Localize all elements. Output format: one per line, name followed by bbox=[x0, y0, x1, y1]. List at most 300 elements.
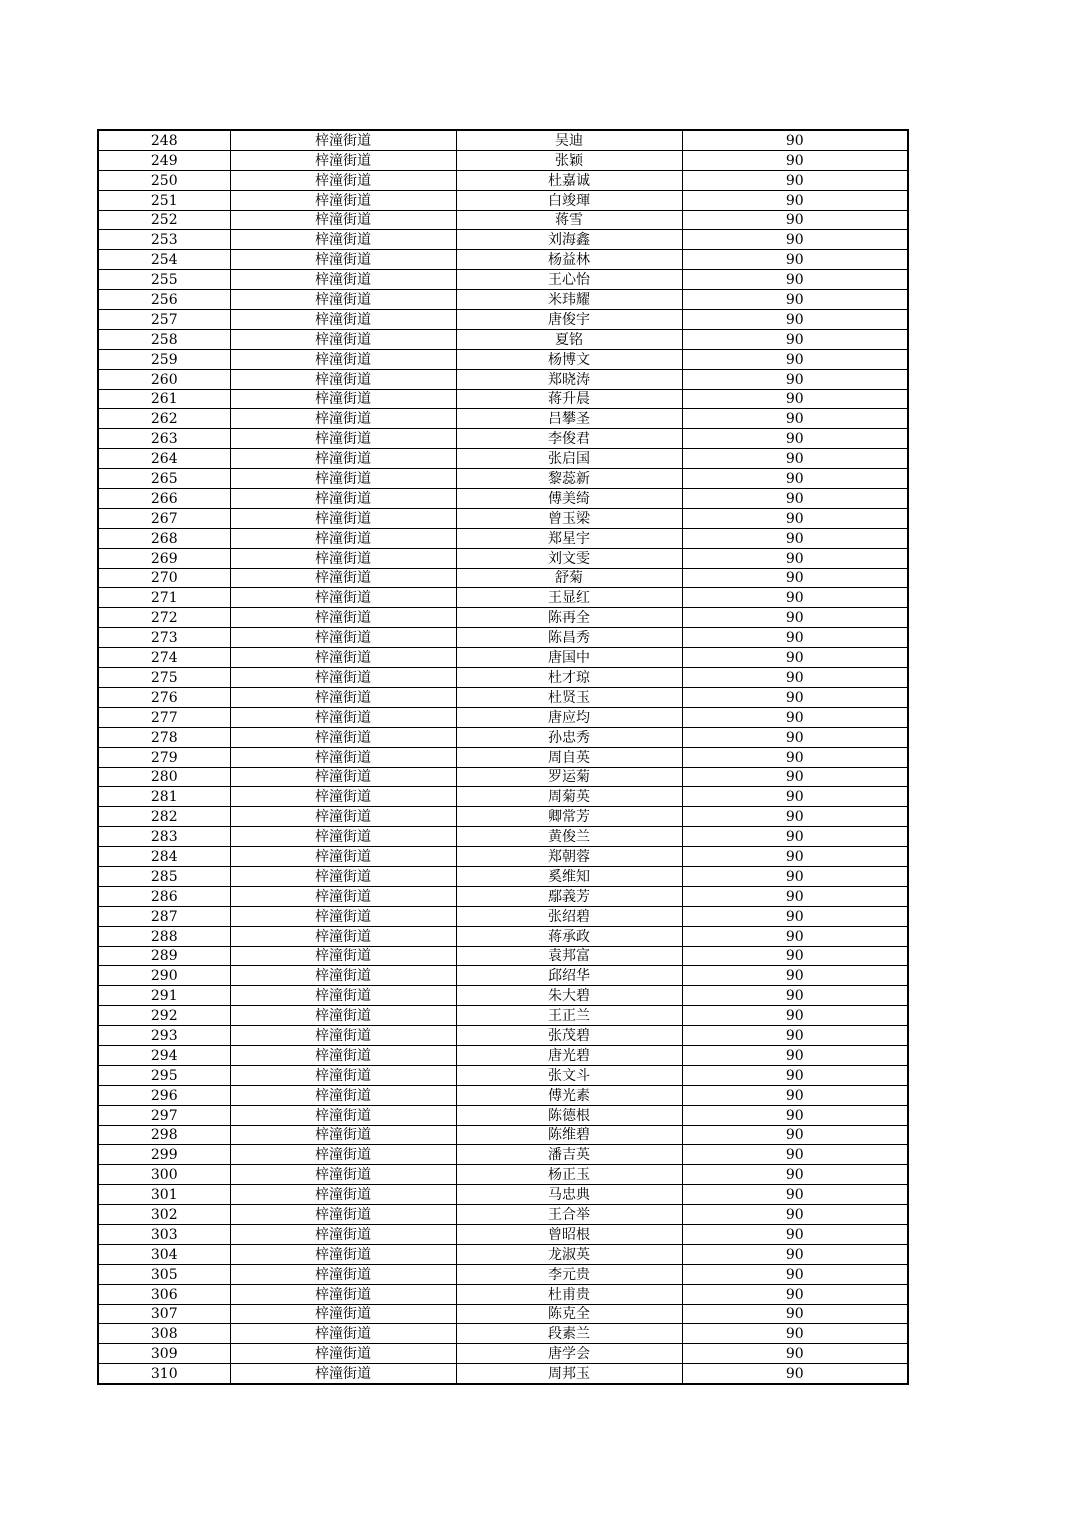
score-cell: 90 bbox=[682, 1244, 908, 1264]
serial-number-cell: 287 bbox=[98, 906, 230, 926]
score-cell: 90 bbox=[682, 1145, 908, 1165]
serial-number-cell: 267 bbox=[98, 508, 230, 528]
street-cell: 梓潼街道 bbox=[230, 210, 456, 230]
score-cell: 90 bbox=[682, 1065, 908, 1085]
street-cell: 梓潼街道 bbox=[230, 1045, 456, 1065]
name-cell: 舒菊 bbox=[456, 568, 682, 588]
street-cell: 梓潼街道 bbox=[230, 886, 456, 906]
score-cell: 90 bbox=[682, 508, 908, 528]
score-cell: 90 bbox=[682, 230, 908, 250]
table-row bbox=[98, 946, 908, 966]
street-cell: 梓潼街道 bbox=[230, 469, 456, 489]
name-cell: 奚维知 bbox=[456, 866, 682, 886]
serial-number-cell: 297 bbox=[98, 1105, 230, 1125]
score-cell: 90 bbox=[682, 866, 908, 886]
serial-number-cell: 290 bbox=[98, 966, 230, 986]
name-cell: 潘吉英 bbox=[456, 1145, 682, 1165]
name-cell: 杜嘉诚 bbox=[456, 170, 682, 190]
serial-number-cell: 254 bbox=[98, 250, 230, 270]
score-cell: 90 bbox=[682, 369, 908, 389]
score-cell: 90 bbox=[682, 886, 908, 906]
serial-number-cell: 307 bbox=[98, 1304, 230, 1324]
street-cell: 梓潼街道 bbox=[230, 1304, 456, 1324]
street-cell: 梓潼街道 bbox=[230, 389, 456, 409]
street-cell: 梓潼街道 bbox=[230, 250, 456, 270]
table-row bbox=[98, 1125, 908, 1145]
score-cell: 90 bbox=[682, 329, 908, 349]
score-cell: 90 bbox=[682, 1185, 908, 1205]
street-cell: 梓潼街道 bbox=[230, 707, 456, 727]
street-cell: 梓潼街道 bbox=[230, 1105, 456, 1125]
name-cell: 唐应均 bbox=[456, 707, 682, 727]
serial-number-cell: 299 bbox=[98, 1145, 230, 1165]
table-row bbox=[98, 1185, 908, 1205]
table-row bbox=[98, 628, 908, 648]
score-cell: 90 bbox=[682, 787, 908, 807]
score-cell: 90 bbox=[682, 767, 908, 787]
score-cell: 90 bbox=[682, 190, 908, 210]
serial-number-cell: 288 bbox=[98, 926, 230, 946]
table-row bbox=[98, 548, 908, 568]
score-cell: 90 bbox=[682, 150, 908, 170]
street-cell: 梓潼街道 bbox=[230, 310, 456, 330]
name-cell: 傅美绮 bbox=[456, 489, 682, 509]
serial-number-cell: 281 bbox=[98, 787, 230, 807]
score-cell: 90 bbox=[682, 528, 908, 548]
score-cell: 90 bbox=[682, 1165, 908, 1185]
table-row bbox=[98, 807, 908, 827]
table-row bbox=[98, 409, 908, 429]
serial-number-cell: 252 bbox=[98, 210, 230, 230]
name-cell: 张启国 bbox=[456, 449, 682, 469]
serial-number-cell: 273 bbox=[98, 628, 230, 648]
street-cell: 梓潼街道 bbox=[230, 1006, 456, 1026]
street-cell: 梓潼街道 bbox=[230, 548, 456, 568]
name-cell: 孙忠秀 bbox=[456, 727, 682, 747]
serial-number-cell: 310 bbox=[98, 1364, 230, 1384]
serial-number-cell: 257 bbox=[98, 310, 230, 330]
street-cell: 梓潼街道 bbox=[230, 866, 456, 886]
street-cell: 梓潼街道 bbox=[230, 807, 456, 827]
score-cell: 90 bbox=[682, 847, 908, 867]
serial-number-cell: 294 bbox=[98, 1045, 230, 1065]
serial-number-cell: 289 bbox=[98, 946, 230, 966]
name-cell: 袁邦富 bbox=[456, 946, 682, 966]
street-cell: 梓潼街道 bbox=[230, 130, 456, 150]
name-cell: 陈德根 bbox=[456, 1105, 682, 1125]
street-cell: 梓潼街道 bbox=[230, 966, 456, 986]
serial-number-cell: 283 bbox=[98, 827, 230, 847]
table-row bbox=[98, 190, 908, 210]
name-cell: 曾玉梁 bbox=[456, 508, 682, 528]
street-cell: 梓潼街道 bbox=[230, 827, 456, 847]
table-row bbox=[98, 1244, 908, 1264]
table-row bbox=[98, 1085, 908, 1105]
serial-number-cell: 259 bbox=[98, 349, 230, 369]
table-row bbox=[98, 767, 908, 787]
serial-number-cell: 263 bbox=[98, 429, 230, 449]
score-cell: 90 bbox=[682, 906, 908, 926]
name-cell: 马忠典 bbox=[456, 1185, 682, 1205]
name-cell: 张颖 bbox=[456, 150, 682, 170]
name-cell: 曾昭根 bbox=[456, 1224, 682, 1244]
name-cell: 段素兰 bbox=[456, 1324, 682, 1344]
serial-number-cell: 250 bbox=[98, 170, 230, 190]
score-cell: 90 bbox=[682, 449, 908, 469]
street-cell: 梓潼街道 bbox=[230, 926, 456, 946]
score-cell: 90 bbox=[682, 1045, 908, 1065]
serial-number-cell: 296 bbox=[98, 1085, 230, 1105]
table-row bbox=[98, 668, 908, 688]
name-cell: 杜才琼 bbox=[456, 668, 682, 688]
table-row bbox=[98, 508, 908, 528]
serial-number-cell: 304 bbox=[98, 1244, 230, 1264]
street-cell: 梓潼街道 bbox=[230, 1065, 456, 1085]
street-cell: 梓潼街道 bbox=[230, 1324, 456, 1344]
serial-number-cell: 269 bbox=[98, 548, 230, 568]
serial-number-cell: 262 bbox=[98, 409, 230, 429]
table-row bbox=[98, 886, 908, 906]
street-cell: 梓潼街道 bbox=[230, 1284, 456, 1304]
serial-number-cell: 305 bbox=[98, 1264, 230, 1284]
table-row bbox=[98, 1006, 908, 1026]
serial-number-cell: 295 bbox=[98, 1065, 230, 1085]
name-cell: 张绍碧 bbox=[456, 906, 682, 926]
serial-number-cell: 251 bbox=[98, 190, 230, 210]
score-cell: 90 bbox=[682, 1324, 908, 1344]
score-cell: 90 bbox=[682, 926, 908, 946]
score-cell: 90 bbox=[682, 429, 908, 449]
street-cell: 梓潼街道 bbox=[230, 1264, 456, 1284]
name-cell: 蒋承政 bbox=[456, 926, 682, 946]
street-cell: 梓潼街道 bbox=[230, 528, 456, 548]
serial-number-cell: 266 bbox=[98, 489, 230, 509]
serial-number-cell: 300 bbox=[98, 1165, 230, 1185]
name-cell: 王显红 bbox=[456, 588, 682, 608]
score-cell: 90 bbox=[682, 548, 908, 568]
serial-number-cell: 261 bbox=[98, 389, 230, 409]
name-cell: 陈再全 bbox=[456, 608, 682, 628]
score-cell: 90 bbox=[682, 1364, 908, 1384]
score-cell: 90 bbox=[682, 687, 908, 707]
score-cell: 90 bbox=[682, 1224, 908, 1244]
roster-table-body bbox=[98, 130, 908, 1384]
serial-number-cell: 309 bbox=[98, 1344, 230, 1364]
serial-number-cell: 278 bbox=[98, 727, 230, 747]
street-cell: 梓潼街道 bbox=[230, 1205, 456, 1225]
score-cell: 90 bbox=[682, 1264, 908, 1284]
name-cell: 朱大碧 bbox=[456, 986, 682, 1006]
table-row bbox=[98, 966, 908, 986]
name-cell: 鄢義芳 bbox=[456, 886, 682, 906]
table-row bbox=[98, 349, 908, 369]
name-cell: 唐学会 bbox=[456, 1344, 682, 1364]
table-row bbox=[98, 389, 908, 409]
score-cell: 90 bbox=[682, 727, 908, 747]
table-row bbox=[98, 150, 908, 170]
score-cell: 90 bbox=[682, 648, 908, 668]
table-row bbox=[98, 1065, 908, 1085]
table-row bbox=[98, 170, 908, 190]
name-cell: 陈维碧 bbox=[456, 1125, 682, 1145]
table-row bbox=[98, 310, 908, 330]
table-row bbox=[98, 1324, 908, 1344]
street-cell: 梓潼街道 bbox=[230, 290, 456, 310]
score-cell: 90 bbox=[682, 130, 908, 150]
serial-number-cell: 249 bbox=[98, 150, 230, 170]
serial-number-cell: 256 bbox=[98, 290, 230, 310]
name-cell: 杜贤玉 bbox=[456, 687, 682, 707]
name-cell: 杨正玉 bbox=[456, 1165, 682, 1185]
score-cell: 90 bbox=[682, 469, 908, 489]
street-cell: 梓潼街道 bbox=[230, 489, 456, 509]
score-cell: 90 bbox=[682, 1105, 908, 1125]
street-cell: 梓潼街道 bbox=[230, 1185, 456, 1205]
street-cell: 梓潼街道 bbox=[230, 747, 456, 767]
name-cell: 周自英 bbox=[456, 747, 682, 767]
table-row bbox=[98, 687, 908, 707]
score-cell: 90 bbox=[682, 1125, 908, 1145]
table-row bbox=[98, 1105, 908, 1125]
table-row bbox=[98, 827, 908, 847]
table-row bbox=[98, 290, 908, 310]
score-cell: 90 bbox=[682, 1026, 908, 1046]
score-cell: 90 bbox=[682, 568, 908, 588]
serial-number-cell: 298 bbox=[98, 1125, 230, 1145]
serial-number-cell: 282 bbox=[98, 807, 230, 827]
name-cell: 周菊英 bbox=[456, 787, 682, 807]
serial-number-cell: 280 bbox=[98, 767, 230, 787]
serial-number-cell: 293 bbox=[98, 1026, 230, 1046]
name-cell: 刘文雯 bbox=[456, 548, 682, 568]
name-cell: 王正兰 bbox=[456, 1006, 682, 1026]
street-cell: 梓潼街道 bbox=[230, 230, 456, 250]
score-cell: 90 bbox=[682, 1006, 908, 1026]
street-cell: 梓潼街道 bbox=[230, 449, 456, 469]
score-cell: 90 bbox=[682, 628, 908, 648]
street-cell: 梓潼街道 bbox=[230, 588, 456, 608]
score-cell: 90 bbox=[682, 389, 908, 409]
serial-number-cell: 258 bbox=[98, 329, 230, 349]
street-cell: 梓潼街道 bbox=[230, 409, 456, 429]
street-cell: 梓潼街道 bbox=[230, 429, 456, 449]
score-cell: 90 bbox=[682, 170, 908, 190]
score-cell: 90 bbox=[682, 1344, 908, 1364]
serial-number-cell: 308 bbox=[98, 1324, 230, 1344]
street-cell: 梓潼街道 bbox=[230, 767, 456, 787]
name-cell: 唐俊宇 bbox=[456, 310, 682, 330]
name-cell: 杨益林 bbox=[456, 250, 682, 270]
name-cell: 杨博文 bbox=[456, 349, 682, 369]
serial-number-cell: 279 bbox=[98, 747, 230, 767]
serial-number-cell: 270 bbox=[98, 568, 230, 588]
name-cell: 王合举 bbox=[456, 1205, 682, 1225]
name-cell: 陈克全 bbox=[456, 1304, 682, 1324]
score-cell: 90 bbox=[682, 290, 908, 310]
street-cell: 梓潼街道 bbox=[230, 1224, 456, 1244]
score-cell: 90 bbox=[682, 668, 908, 688]
street-cell: 梓潼街道 bbox=[230, 986, 456, 1006]
name-cell: 李元贵 bbox=[456, 1264, 682, 1284]
street-cell: 梓潼街道 bbox=[230, 508, 456, 528]
serial-number-cell: 275 bbox=[98, 668, 230, 688]
street-cell: 梓潼街道 bbox=[230, 946, 456, 966]
serial-number-cell: 253 bbox=[98, 230, 230, 250]
name-cell: 邱绍华 bbox=[456, 966, 682, 986]
street-cell: 梓潼街道 bbox=[230, 1244, 456, 1264]
table-row bbox=[98, 707, 908, 727]
table-row bbox=[98, 1264, 908, 1284]
street-cell: 梓潼街道 bbox=[230, 1125, 456, 1145]
table-row bbox=[98, 1145, 908, 1165]
street-cell: 梓潼街道 bbox=[230, 608, 456, 628]
table-row bbox=[98, 787, 908, 807]
street-cell: 梓潼街道 bbox=[230, 1085, 456, 1105]
name-cell: 吕攀圣 bbox=[456, 409, 682, 429]
serial-number-cell: 292 bbox=[98, 1006, 230, 1026]
serial-number-cell: 248 bbox=[98, 130, 230, 150]
street-cell: 梓潼街道 bbox=[230, 847, 456, 867]
name-cell: 王心怡 bbox=[456, 270, 682, 290]
table-row bbox=[98, 1364, 908, 1384]
street-cell: 梓潼街道 bbox=[230, 1145, 456, 1165]
serial-number-cell: 302 bbox=[98, 1205, 230, 1225]
street-cell: 梓潼街道 bbox=[230, 568, 456, 588]
street-cell: 梓潼街道 bbox=[230, 906, 456, 926]
street-cell: 梓潼街道 bbox=[230, 270, 456, 290]
street-cell: 梓潼街道 bbox=[230, 727, 456, 747]
score-cell: 90 bbox=[682, 409, 908, 429]
table-row bbox=[98, 986, 908, 1006]
serial-number-cell: 286 bbox=[98, 886, 230, 906]
street-cell: 梓潼街道 bbox=[230, 170, 456, 190]
score-cell: 90 bbox=[682, 807, 908, 827]
score-cell: 90 bbox=[682, 270, 908, 290]
score-cell: 90 bbox=[682, 707, 908, 727]
score-cell: 90 bbox=[682, 489, 908, 509]
name-cell: 杜甫贵 bbox=[456, 1284, 682, 1304]
table-row bbox=[98, 1045, 908, 1065]
name-cell: 陈昌秀 bbox=[456, 628, 682, 648]
roster-table bbox=[97, 129, 909, 1385]
score-cell: 90 bbox=[682, 588, 908, 608]
table-row bbox=[98, 1026, 908, 1046]
serial-number-cell: 255 bbox=[98, 270, 230, 290]
table-row bbox=[98, 847, 908, 867]
name-cell: 龙淑英 bbox=[456, 1244, 682, 1264]
serial-number-cell: 284 bbox=[98, 847, 230, 867]
serial-number-cell: 265 bbox=[98, 469, 230, 489]
table-row bbox=[98, 230, 908, 250]
name-cell: 白竣琿 bbox=[456, 190, 682, 210]
table-row bbox=[98, 528, 908, 548]
serial-number-cell: 303 bbox=[98, 1224, 230, 1244]
serial-number-cell: 276 bbox=[98, 687, 230, 707]
name-cell: 卿常芳 bbox=[456, 807, 682, 827]
serial-number-cell: 285 bbox=[98, 866, 230, 886]
serial-number-cell: 264 bbox=[98, 449, 230, 469]
street-cell: 梓潼街道 bbox=[230, 369, 456, 389]
table-row bbox=[98, 608, 908, 628]
street-cell: 梓潼街道 bbox=[230, 648, 456, 668]
score-cell: 90 bbox=[682, 946, 908, 966]
name-cell: 罗运菊 bbox=[456, 767, 682, 787]
name-cell: 吴迪 bbox=[456, 130, 682, 150]
street-cell: 梓潼街道 bbox=[230, 687, 456, 707]
table-row bbox=[98, 130, 908, 150]
street-cell: 梓潼街道 bbox=[230, 1364, 456, 1384]
table-row bbox=[98, 469, 908, 489]
serial-number-cell: 260 bbox=[98, 369, 230, 389]
score-cell: 90 bbox=[682, 608, 908, 628]
table-row bbox=[98, 926, 908, 946]
score-cell: 90 bbox=[682, 1304, 908, 1324]
name-cell: 张文斗 bbox=[456, 1065, 682, 1085]
serial-number-cell: 306 bbox=[98, 1284, 230, 1304]
table-row bbox=[98, 906, 908, 926]
street-cell: 梓潼街道 bbox=[230, 628, 456, 648]
table-row bbox=[98, 1344, 908, 1364]
table-row bbox=[98, 1284, 908, 1304]
name-cell: 刘海鑫 bbox=[456, 230, 682, 250]
name-cell: 李俊君 bbox=[456, 429, 682, 449]
score-cell: 90 bbox=[682, 310, 908, 330]
street-cell: 梓潼街道 bbox=[230, 1026, 456, 1046]
score-cell: 90 bbox=[682, 1284, 908, 1304]
name-cell: 郑朝蓉 bbox=[456, 847, 682, 867]
serial-number-cell: 274 bbox=[98, 648, 230, 668]
score-cell: 90 bbox=[682, 747, 908, 767]
serial-number-cell: 291 bbox=[98, 986, 230, 1006]
street-cell: 梓潼街道 bbox=[230, 190, 456, 210]
name-cell: 黎蕊新 bbox=[456, 469, 682, 489]
table-row bbox=[98, 648, 908, 668]
serial-number-cell: 268 bbox=[98, 528, 230, 548]
score-cell: 90 bbox=[682, 250, 908, 270]
table-row bbox=[98, 568, 908, 588]
table-row bbox=[98, 449, 908, 469]
table-row bbox=[98, 747, 908, 767]
street-cell: 梓潼街道 bbox=[230, 150, 456, 170]
serial-number-cell: 277 bbox=[98, 707, 230, 727]
table-row bbox=[98, 1304, 908, 1324]
score-cell: 90 bbox=[682, 349, 908, 369]
street-cell: 梓潼街道 bbox=[230, 668, 456, 688]
table-row bbox=[98, 1224, 908, 1244]
name-cell: 唐国中 bbox=[456, 648, 682, 668]
score-cell: 90 bbox=[682, 966, 908, 986]
table-row bbox=[98, 1165, 908, 1185]
table-row bbox=[98, 588, 908, 608]
name-cell: 蒋升晨 bbox=[456, 389, 682, 409]
score-cell: 90 bbox=[682, 827, 908, 847]
name-cell: 夏铭 bbox=[456, 329, 682, 349]
name-cell: 傅光素 bbox=[456, 1085, 682, 1105]
street-cell: 梓潼街道 bbox=[230, 1165, 456, 1185]
name-cell: 张茂碧 bbox=[456, 1026, 682, 1046]
table-row bbox=[98, 1205, 908, 1225]
table-row bbox=[98, 489, 908, 509]
score-cell: 90 bbox=[682, 210, 908, 230]
table-row bbox=[98, 329, 908, 349]
name-cell: 黄俊兰 bbox=[456, 827, 682, 847]
name-cell: 蒋雪 bbox=[456, 210, 682, 230]
name-cell: 郑晓涛 bbox=[456, 369, 682, 389]
name-cell: 唐光碧 bbox=[456, 1045, 682, 1065]
street-cell: 梓潼街道 bbox=[230, 349, 456, 369]
street-cell: 梓潼街道 bbox=[230, 329, 456, 349]
serial-number-cell: 271 bbox=[98, 588, 230, 608]
